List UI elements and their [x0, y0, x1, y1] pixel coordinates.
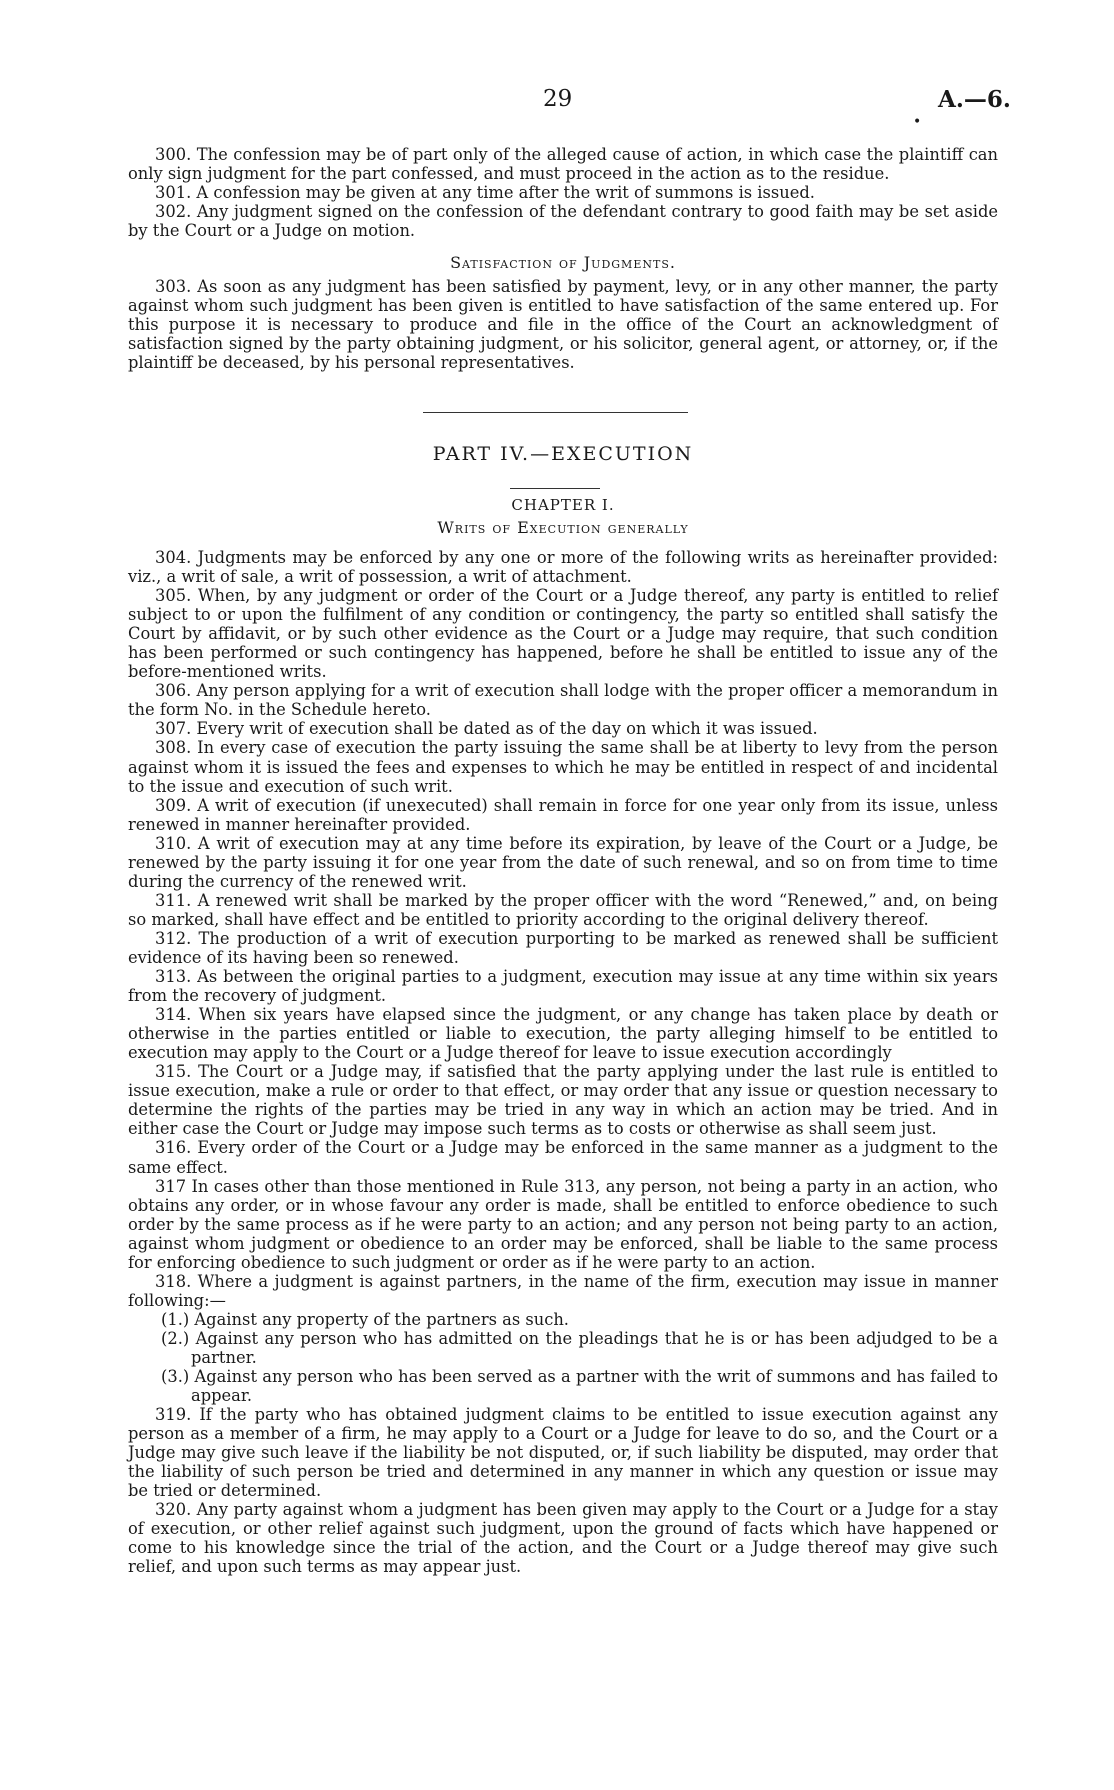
rule-311: 311. A renewed writ shall be marked by the proper officer with the word “Renewed,” and, on being so marked, shall have effect and be entitled to priority according to the original delivery thereof.	[128, 890, 998, 929]
rule-300: 300. The confession may be of part only of the alleged cause of action, in which case the plaintiff can only sign judgment for the part confessed, and must proceed in the action as to the residue.	[128, 145, 998, 184]
chapter-block	[128, 496, 998, 537]
rule-316: 316. Every order of the Court or a Judge may be enforced in the same manner as a judgment to the same effect.	[128, 1138, 998, 1177]
rule-312: 312. The production of a writ of execution purporting to be marked as renewed shall be sufficient evidence of its having been so renewed.	[128, 928, 998, 967]
page-number: 29	[543, 86, 573, 112]
chapter-title: CHAPTER I.	[511, 496, 615, 514]
list-item: (1.) Against any property of the partners as such.	[161, 1309, 569, 1329]
rule-309: 309. A writ of execution (if unexecuted) shall remain in force for one year only from its issue, unless renewed in manner hereinafter provided.	[128, 795, 998, 834]
list-item: (3.) Against any person who has been served as a partner with the writ of summons and has failed to appear.	[161, 1367, 998, 1406]
section-execution	[128, 548, 998, 1577]
rule-304: 304. Judgments may be enforced by any one or more of the following writs as hereinafter provided: viz., a writ of sale, a writ of possession, a writ of attachment.	[128, 548, 998, 587]
satisfaction-heading: Satisfaction of Judgments.	[450, 253, 676, 273]
stray-mark: •	[913, 114, 922, 130]
section-confession	[128, 145, 998, 373]
rule-302: 302. Any judgment signed on the confession of the defendant contrary to good faith may be set aside by the Court or a Judge on motion.	[128, 202, 998, 241]
part-divider	[510, 488, 600, 489]
rule-318: 318. Where a judgment is against partners, in the name of the firm, execution may issue in manner following:—	[128, 1271, 998, 1310]
rule-305: 305. When, by any judgment or order of the Court or a Judge thereof, any party is entitled to relief subject to or upon the fulfilment of any condition or contingency, the party so entitled shall satisfy the Court by affidavit, or by such other evidence as the Court or a Judge may require, that such condition has been performed or such contingency has happened, before he shall be entitled to issue any of the before-mentioned writs.	[128, 586, 998, 682]
chapter-subheading: Writs of Execution generally	[437, 518, 689, 537]
section-divider	[423, 412, 688, 413]
rule-310: 310. A writ of execution may at any time before its expiration, by leave of the Court or a Judge, be renewed by the party issuing it for one year from the date of such renewal, and so on from time to time during the currency of the renewed writ.	[128, 833, 998, 891]
rule-313: 313. As between the original parties to a judgment, execution may issue at any time within six years from the recovery of judgment.	[128, 967, 998, 1006]
part-title: PART IV.—EXECUTION	[432, 443, 694, 465]
rule-306: 306. Any person applying for a writ of execution shall lodge with the proper officer a memorandum in the form No. in the Schedule hereto.	[128, 681, 998, 720]
rule-319: 319. If the party who has obtained judgment claims to be entitled to issue execution against any person as a member of a firm, he may apply to a Court or a Judge for leave to do so, and the Court or a Judge may give such leave if the liability be not disputed, or, if such liability be disputed, may order that the liability of such person be tried and determined in any manner in which any question or issue may be tried or determined.	[128, 1405, 998, 1501]
rule-320: 320. Any party against whom a judgment has been given may apply to the Court or a Judge for a stay of execution, or other relief against such judgment, upon the ground of facts which have happened or come to his knowledge since the trial of the action, and the Court or a Judge thereof may give such relief, and upon such terms as may appear just.	[128, 1500, 998, 1577]
rule-307: 307. Every writ of execution shall be dated as of the day on which it was issued.	[155, 719, 818, 739]
rule-314: 314. When six years have elapsed since the judgment, or any change has taken place by death or otherwise in the parties entitled or liable to execution, the party alleging himself to be entitled to execution may apply to the Court or a Judge thereof for leave to issue execution accordingly	[128, 1005, 998, 1063]
rule-303: 303. As soon as any judgment has been satisfied by payment, levy, or in any other manner, the party against whom such judgment has been given is entitled to have satisfaction of the same entered up. For this purpose it is necessary to produce and file in the office of the Court an acknowledgment of satisfaction signed by the party obtaining judgment, or his solicitor, general agent, or attorney, or, if the plaintiff be deceased, by his personal representatives.	[128, 277, 998, 373]
list-item: (2.) Against any person who has admitted on the pleadings that he is or has been adjudged to be a partner.	[161, 1328, 998, 1367]
rule-301: 301. A confession may be given at any time after the writ of summons is issued.	[155, 183, 815, 203]
rule-308: 308. In every case of execution the party issuing the same shall be at liberty to levy from the person against whom it is issued the fees and expenses to which he may be entitled in respect of and incidental to the issue and execution of such writ.	[128, 738, 998, 796]
document-reference: A.—6.	[938, 86, 1011, 113]
rule-315: 315. The Court or a Judge may, if satisfied that the party applying under the last rule is entitled to issue execution, make a rule or order to that effect, or may order that any issue or question necessary to determine the rights of the parties may be tried in any way in which an action may be tried. And in either case the Court or Judge may impose such terms as to costs or otherwise as shall seem just.	[128, 1062, 998, 1139]
rule-317: 317 In cases other than those mentioned in Rule 313, any person, not being a party in an action, who obtains any order, or in whose favour any order is made, shall be entitled to enforce obedience to such order by the same process as if he were party to an action; and any person not being party to an action, against whom judgment or obedience to an order may be enforced, shall be liable to the same process for enforcing obedience to such judgment or order as if he were party to an action.	[128, 1176, 998, 1272]
